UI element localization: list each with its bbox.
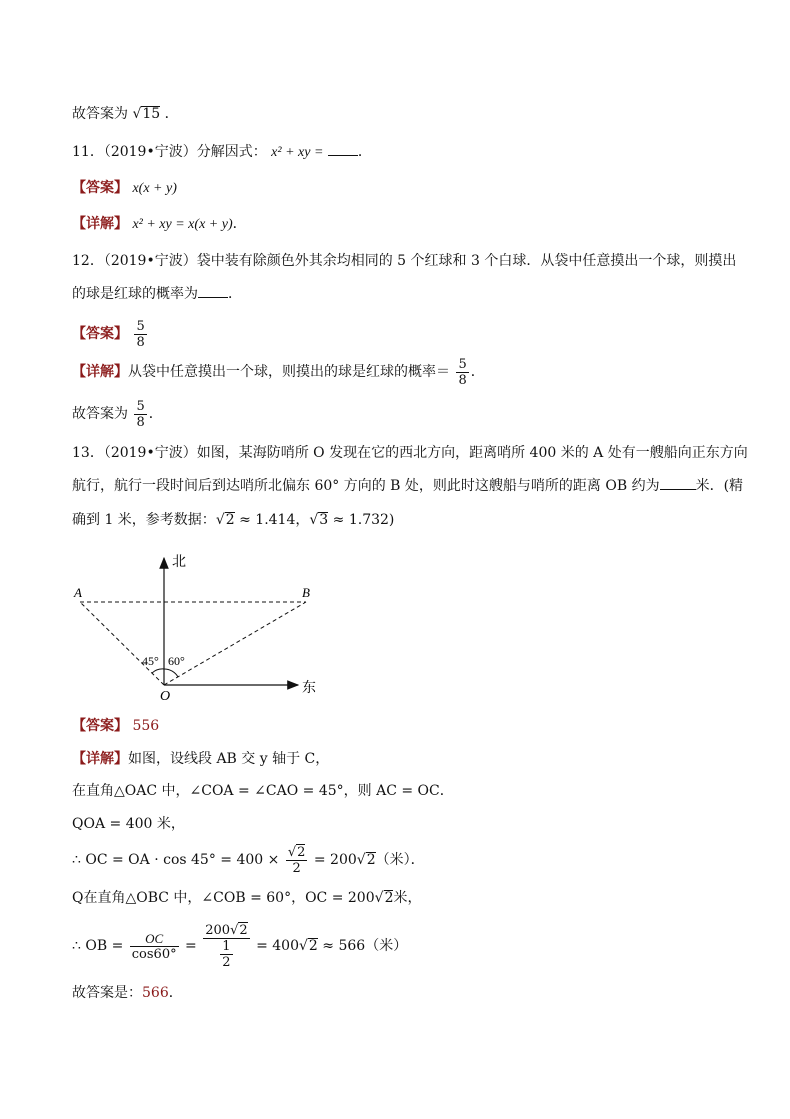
q12-source: （2019•宁波）	[103, 253, 197, 269]
q13-d6-num2-root: 2	[239, 923, 248, 938]
q13-stem-2-end: 米．(精	[695, 478, 744, 494]
label-a: A	[74, 585, 82, 600]
q13-stem-1: 如图，某海防哨所 O 发现在它的西北方向，距离哨所 400 米的 A 处有一艘船向正东方向	[196, 445, 748, 461]
q13-stem-line-3	[72, 510, 394, 530]
q13-final-value: 566	[142, 985, 169, 1001]
q12-number: 12．	[72, 253, 104, 269]
q13-answer: 556	[132, 718, 160, 734]
q13-detail-6b: = 400	[256, 938, 299, 954]
q11-detail-end: ．	[232, 216, 247, 232]
prev-answer-text: 故答案为	[72, 106, 128, 122]
q12-stem-end: ．	[228, 286, 242, 302]
q12-final-den: 8	[136, 414, 145, 430]
q13-detail-2: 在直角△OAC 中，∠COA = ∠CAO = 45°，则 AC = OC．	[72, 783, 454, 799]
q13-source: （2019•宁波）	[103, 445, 197, 461]
label-o: O	[160, 689, 171, 704]
label-angle-45: 45°	[142, 654, 159, 668]
q12-detail-end: ．	[470, 364, 485, 380]
q13-d6-den2	[203, 939, 249, 970]
q12-stem-2: 的球是红球的概率为	[72, 286, 198, 302]
sqrt-sign: √	[309, 512, 319, 528]
q12-detail-den: 8	[458, 372, 467, 388]
q13-detail-4b: = 200	[313, 852, 357, 868]
q13-d5-root: 2	[384, 890, 394, 906]
q11-end: ．	[357, 144, 372, 160]
q13-d6-den: cos60°	[131, 946, 177, 962]
q13-answer-blank	[660, 477, 696, 490]
q12-stem-line-2	[72, 284, 242, 304]
q13-stem-3: 确到 1 米，参考数据：	[72, 512, 216, 528]
q11-answer-line	[72, 178, 177, 199]
q12-answer-label: 【答案】	[72, 326, 128, 342]
q12-final-line	[72, 396, 163, 432]
q12-detail-line	[72, 354, 485, 390]
q13-d6-den2-den: 2	[222, 955, 231, 970]
q13-ref1-root: 2	[225, 512, 235, 528]
q13-d4-den: 2	[292, 861, 301, 876]
q11-detail-line	[72, 214, 247, 235]
q11-answer-label: 【答案】	[72, 180, 128, 196]
q12-final-num: 5	[136, 398, 145, 414]
q12-detail-label: 【详解】	[72, 364, 128, 380]
q12-answer-blank	[198, 285, 228, 298]
q13-d6-num2: 200√2	[205, 923, 248, 938]
q13-detail-line-5	[72, 888, 421, 908]
sqrt-sign: √	[356, 852, 366, 868]
q12-answer-den: 8	[136, 334, 145, 350]
label-b: B	[302, 585, 310, 600]
q13-detail-line-4	[72, 840, 425, 880]
q12-answer-num: 5	[136, 318, 145, 334]
q13-d6-num: OC	[130, 931, 179, 947]
label-angle-60: 60°	[168, 654, 185, 668]
q12-detail: 从袋中任意摸出一个球，则摸出的球是红球的概率＝	[128, 364, 450, 380]
q12-final-text: 故答案为	[72, 406, 128, 422]
q12-detail-fraction	[456, 357, 468, 388]
q11-answer-blank	[328, 143, 358, 156]
q12-answer-fraction	[134, 319, 146, 350]
q13-answer-label: 【答案】	[72, 718, 128, 734]
q13-detail-label: 【详解】	[72, 751, 128, 767]
q13-d6-equals: =	[185, 938, 197, 954]
sqrt-sign: √	[299, 938, 308, 954]
q13-d6-fraction-2	[203, 922, 249, 970]
q13-detail-line-1	[72, 749, 329, 769]
sqrt-sign: √	[132, 106, 142, 122]
q13-d4-num-root: 2	[297, 845, 306, 860]
prev-answer-line	[72, 104, 179, 124]
q11-stem: 分解因式：	[196, 144, 267, 160]
q13-ref2-value: ≈ 1.732)	[332, 512, 395, 528]
q13-stem-line-2	[72, 476, 743, 496]
q13-stem-line-1	[72, 443, 748, 463]
q12-final-fraction	[134, 399, 146, 430]
q11-detail: x² + xy = x(x + y)	[132, 217, 233, 232]
q13-detail-4a: ∴ OC = OA · cos 45° = 400 ×	[72, 852, 280, 868]
q13-detail-line-6	[72, 916, 407, 976]
q13-answer-line	[72, 716, 159, 736]
q13-final-end: ．	[168, 985, 183, 1001]
angle-arc-right	[164, 669, 178, 677]
q13-d6-root: 2	[308, 938, 318, 954]
q13-d6-fraction-1	[130, 931, 179, 962]
q13-detail-4-fraction	[286, 844, 308, 876]
q13-final-line	[72, 983, 183, 1003]
q12-stem-1: 袋中装有除颜色外其余均相同的 5 个红球和 3 个白球．从袋中任意摸出一个球，则摸出	[196, 253, 737, 269]
q13-ref2-root: 3	[319, 512, 329, 528]
q13-number: 13．	[72, 445, 104, 461]
q11-source: （2019•宁波）	[103, 144, 197, 160]
q13-d4-root: 2	[366, 852, 376, 868]
q13-detail-6a: ∴ OB =	[72, 938, 124, 954]
q13-d6-den2-num: 1	[222, 939, 231, 954]
segment-oa	[80, 602, 164, 685]
q13-detail-4c: （米）．	[375, 852, 425, 868]
q13-detail-5a: Q在直角△OBC 中，∠COB = 60°，OC = 200	[72, 890, 375, 906]
sqrt-sign: √	[215, 512, 225, 528]
q12-detail-num: 5	[458, 356, 467, 372]
q13-final-text: 故答案是：	[72, 985, 142, 1001]
q11-detail-label: 【详解】	[72, 216, 128, 232]
q13-detail-line-3	[72, 814, 185, 834]
q13-detail-6c: ≈ 566（米）	[322, 938, 408, 954]
q12-answer-line	[72, 316, 149, 352]
q13-detail-line-2	[72, 781, 454, 801]
q12-stem-line-1	[72, 251, 736, 271]
q13-stem-2: 航行，航行一段时间后到达哨所北偏东 60° 方向的 B 处，则此时这艘船与哨所的距离 OB 约为	[72, 478, 660, 494]
q13-detail-3: QOA = 400 米，	[72, 816, 185, 832]
q12-final-end: ．	[148, 406, 163, 422]
q11-expression: x² + xy =	[271, 145, 324, 160]
angle-arc-left	[152, 669, 164, 673]
q11-answer: x(x + y)	[132, 181, 177, 196]
label-north: 北	[172, 555, 186, 570]
q13-d6-num2-coef: 200	[205, 923, 231, 938]
prev-answer-value: 15	[142, 106, 161, 122]
sqrt-sign: √	[374, 890, 384, 906]
label-east: 东	[302, 681, 316, 696]
q13-ref1-value: ≈ 1.414	[239, 512, 296, 528]
q11-stem-line	[72, 142, 372, 163]
prev-answer-end: ．	[164, 106, 179, 122]
q13-detail-5b: 米，	[393, 890, 422, 906]
q13-detail-1: 如图，设线段 AB 交 y 轴于 C，	[128, 751, 330, 767]
segment-ob	[164, 602, 306, 685]
q13-d4-num: √2	[287, 845, 306, 860]
q11-number: 11．	[72, 144, 104, 160]
q13-ref-separator: ，	[295, 512, 310, 528]
q13-figure	[60, 548, 330, 704]
